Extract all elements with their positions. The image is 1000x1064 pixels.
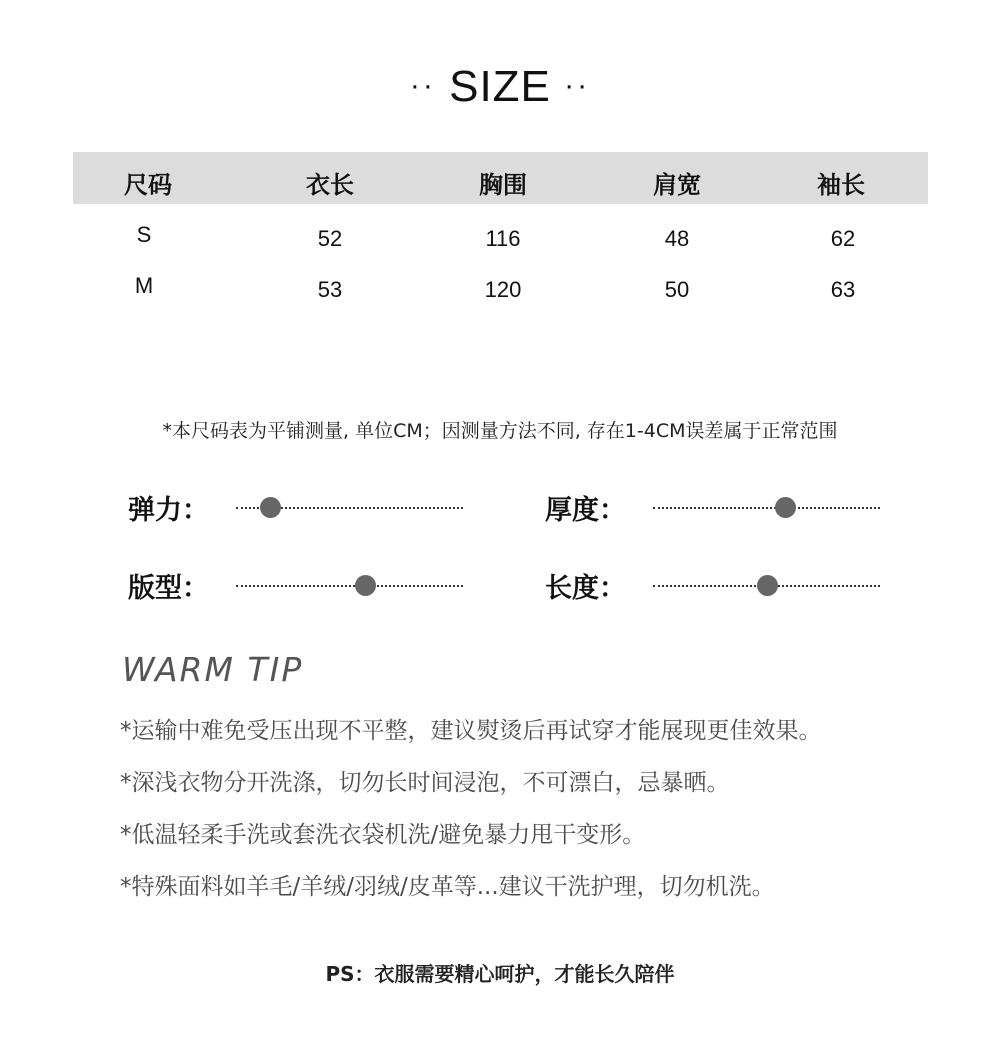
table-header	[73, 152, 928, 204]
title-suffix-dots: ··	[564, 69, 591, 102]
meter-knob	[775, 497, 796, 518]
meter-knob	[355, 575, 376, 596]
warm-tip-list	[120, 712, 822, 920]
meter-track	[236, 585, 463, 587]
list-item: *特殊面料如羊毛/羊绒/羽绒/皮革等...建议干洗护理，切勿机洗。	[120, 874, 775, 900]
title-prefix-dots: ··	[409, 69, 436, 102]
title-text: SIZE	[449, 62, 551, 111]
meter-track	[653, 585, 880, 587]
cell-length: 53	[317, 277, 343, 302]
cell-size: M	[134, 273, 154, 298]
cell-chest: 116	[485, 226, 521, 251]
meter-label: 版型：	[128, 573, 209, 604]
list-item: *运输中难免受压出现不平整，建议熨烫后再试穿才能展现更佳效果。	[120, 718, 822, 744]
meter-knob	[757, 575, 778, 596]
meter-track	[236, 507, 463, 509]
header-length: 衣长	[306, 171, 354, 199]
warm-tip-title: WARM TIP	[122, 650, 304, 689]
header-size: 尺码	[124, 171, 172, 199]
header-chest: 胸围	[479, 171, 527, 199]
cell-length: 52	[317, 226, 343, 251]
meter-knob	[260, 497, 281, 518]
meter-label: 厚度：	[545, 495, 626, 526]
header-shoulder: 肩宽	[653, 171, 701, 199]
cell-shoulder: 48	[664, 226, 690, 251]
list-item: *深浅衣物分开洗涤，切勿长时间浸泡，不可漂白，忌暴晒。	[120, 770, 730, 796]
table-row	[73, 204, 928, 255]
page-title	[0, 62, 1000, 112]
cell-shoulder: 50	[664, 277, 690, 302]
cell-chest: 120	[484, 277, 522, 302]
ps-note: PS：衣服需要精心呵护，才能长久陪伴	[325, 962, 675, 986]
meter-label: 长度：	[545, 573, 626, 604]
header-sleeve: 袖长	[817, 171, 865, 199]
size-table	[73, 152, 928, 306]
table-row	[73, 255, 928, 306]
measurement-note: *本尺码表为平铺测量, 单位CM；因测量方法不同, 存在1-4CM误差属于正常范围	[162, 420, 838, 442]
cell-size: S	[136, 222, 152, 247]
cell-sleeve: 62	[830, 226, 856, 251]
meter-track	[653, 507, 880, 509]
meter-label: 弹力：	[128, 495, 209, 526]
cell-sleeve: 63	[830, 277, 856, 302]
list-item: *低温轻柔手洗或套洗衣袋机洗/避免暴力甩干变形。	[120, 822, 646, 848]
